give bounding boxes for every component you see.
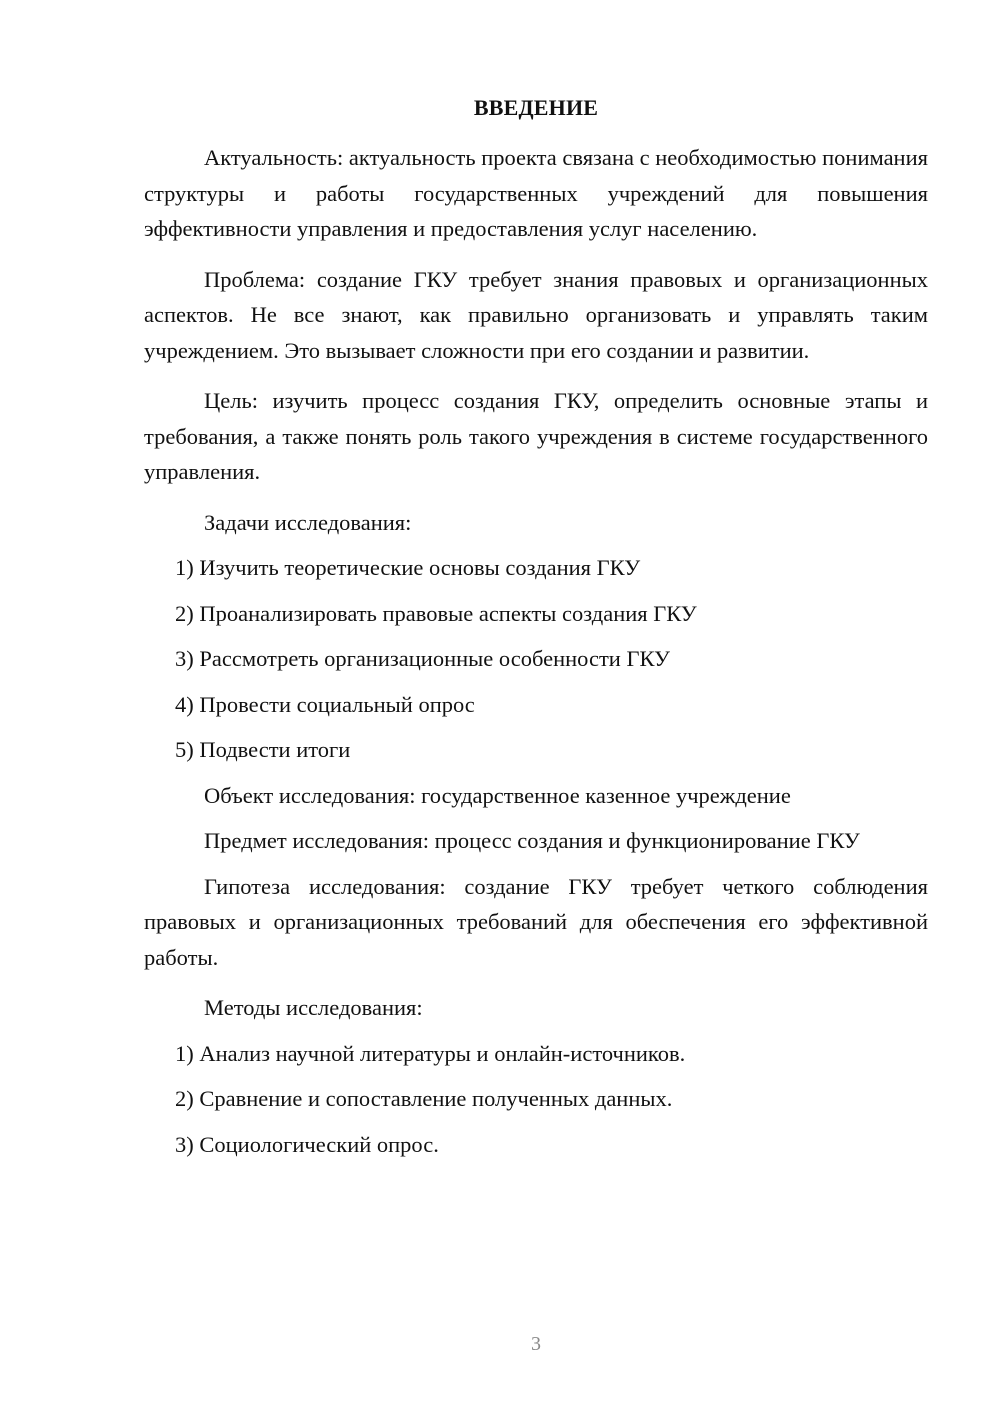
object-paragraph: Объект исследования: государственное казенное учреждение xyxy=(204,782,791,808)
page-number: 3 xyxy=(531,1333,541,1355)
relevance-paragraph: Актуальность: актуальность проекта связана с необходимостью понимания структуры и работы государственных учреждений для повышения эффективности управления и предоставления услуг населению. xyxy=(144,145,928,241)
task-item: 3) Рассмотреть организационные особенности ГКУ xyxy=(175,646,670,671)
method-item: 2) Сравнение и сопоставление полученных данных. xyxy=(175,1086,673,1111)
section-heading: ВВЕДЕНИЕ xyxy=(473,95,599,120)
task-item: 2) Проанализировать правовые аспекты создания ГКУ xyxy=(175,600,697,626)
task-item: 5) Подвести итоги xyxy=(175,737,351,762)
task-item: 4) Провести социальный опрос xyxy=(175,691,475,717)
hypothesis-paragraph: Гипотеза исследования: создание ГКУ требует четкого соблюдения правовых и организационных требований для обеспечения его эффективной работы. xyxy=(144,873,928,970)
method-item: 1) Анализ научной литературы и онлайн-источников. xyxy=(175,1040,686,1066)
document-body xyxy=(144,140,928,1172)
task-item: 1) Изучить теоретические основы создания ГКУ xyxy=(175,555,641,580)
goal-paragraph: Цель: изучить процесс создания ГКУ, определить основные этапы и требования, а также понять роль такого учреждения в системе государственного управления. xyxy=(144,388,928,484)
methods-intro: Методы исследования: xyxy=(204,995,423,1020)
method-item: 3) Социологический опрос. xyxy=(175,1131,439,1157)
subject-paragraph: Предмет исследования: процесс создания и функционирование ГКУ xyxy=(204,828,860,853)
problem-paragraph: Проблема: создание ГКУ требует знания правовых и организационных аспектов. Не все знают, как правильно организовать и управлять таким учреждением. Это вызывает сложности при его создании и развитии. xyxy=(144,266,928,363)
tasks-intro: Задачи исследования: xyxy=(204,509,412,535)
